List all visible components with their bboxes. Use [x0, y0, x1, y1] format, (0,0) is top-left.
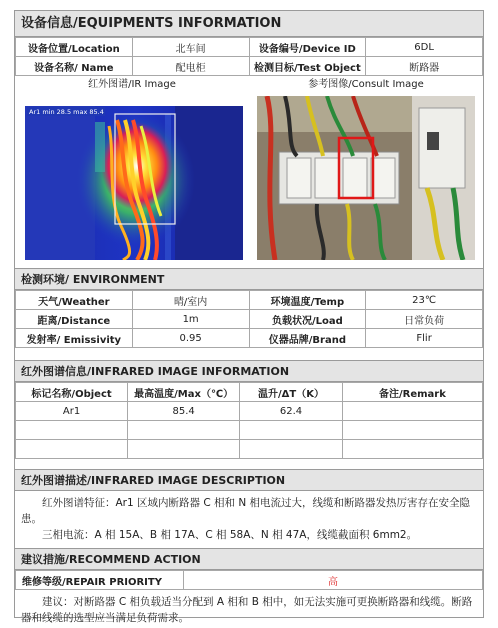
table-row [16, 421, 483, 440]
load-label: 负载状况/Load [249, 310, 366, 329]
priority-table [15, 570, 483, 590]
test-object-label: 检测目标/Test Object [249, 57, 366, 76]
ir-desc-section-header: 红外图谱描述/INFRARED IMAGE DESCRIPTION [15, 469, 483, 491]
ir-description [15, 491, 483, 545]
image-row [15, 94, 483, 260]
environment-table [15, 290, 483, 348]
distance-value: 1m [132, 310, 249, 329]
row-max: 85.4 [128, 402, 240, 421]
priority-value: 高 [184, 571, 483, 590]
table-row [16, 402, 483, 421]
emissivity-label: 发射率/ Emissivity [16, 329, 133, 348]
name-value: 配电柜 [132, 57, 249, 76]
equipment-section-header: 设备信息/EQUIPMENTS INFORMATION [15, 11, 483, 37]
table-row [16, 440, 483, 459]
col-object-header: 标记名称/Object [16, 383, 128, 402]
location-value: 北车间 [132, 38, 249, 57]
ir-info-section-header: 红外图谱信息/INFRARED IMAGE INFORMATION [15, 360, 483, 382]
advice [15, 590, 483, 628]
ir-info-table [15, 382, 483, 459]
col-dt-header: 温升/ΔT（K） [240, 383, 343, 402]
equipment-table [15, 37, 483, 76]
col-remark-header: 备注/Remark [342, 383, 482, 402]
weather-value: 晴/室内 [132, 291, 249, 310]
row-remark [342, 402, 482, 421]
temp-label: 环境温度/Temp [249, 291, 366, 310]
name-label: 设备名称/ Name [16, 57, 133, 76]
device-id-value: 6DL [366, 38, 483, 57]
col-max-header: 最高温度/Max（℃） [128, 383, 240, 402]
device-id-label: 设备编号/Device ID [249, 38, 366, 57]
location-label: 设备位置/Location [16, 38, 133, 57]
weather-label: 天气/Weather [16, 291, 133, 310]
action-section-header: 建议措施/RECOMMEND ACTION [15, 548, 483, 570]
advice-text: 建议：对断路器 C 相负载适当分配到 A 相和 B 相中，如无法实施可更换断路器和线缆。断路器和线缆的选型应当满足负荷需求。 [21, 596, 473, 624]
consult-image-caption: 参考图像/Consult Image [308, 79, 424, 90]
emissivity-value: 0.95 [132, 329, 249, 348]
temp-value: 23℃ [366, 291, 483, 310]
ir-desc-line1: 红外图谱特征：Ar1 区域内断路器 C 相和 N 相电流过大，线缆和断路器发热厉害存在安全隐患。 [21, 497, 471, 525]
brand-value: Flir [366, 329, 483, 348]
ir-image-caption: 红外图谱/IR Image [88, 79, 176, 90]
load-value: 日常负荷 [366, 310, 483, 329]
ir-image [25, 96, 243, 260]
consult-image [257, 96, 475, 260]
environment-section-header: 检测环境/ ENVIRONMENT [15, 268, 483, 290]
brand-label: 仪器品牌/Brand [249, 329, 366, 348]
inspection-report [14, 10, 484, 624]
row-object: Ar1 [16, 402, 128, 421]
image-captions [15, 76, 483, 94]
row-dt: 62.4 [240, 402, 343, 421]
test-object-value: 断路器 [366, 57, 483, 76]
priority-label: 维修等级/REPAIR PRIORITY [16, 571, 184, 590]
distance-label: 距离/Distance [16, 310, 133, 329]
ir-desc-line2: 三相电流：A 相 15A、B 相 17A、C 相 58A、N 相 47A，线缆截面积 6mm2。 [42, 529, 418, 541]
ir-overlay-text: Ar1 min 28.5 max 85.4 [29, 108, 104, 116]
